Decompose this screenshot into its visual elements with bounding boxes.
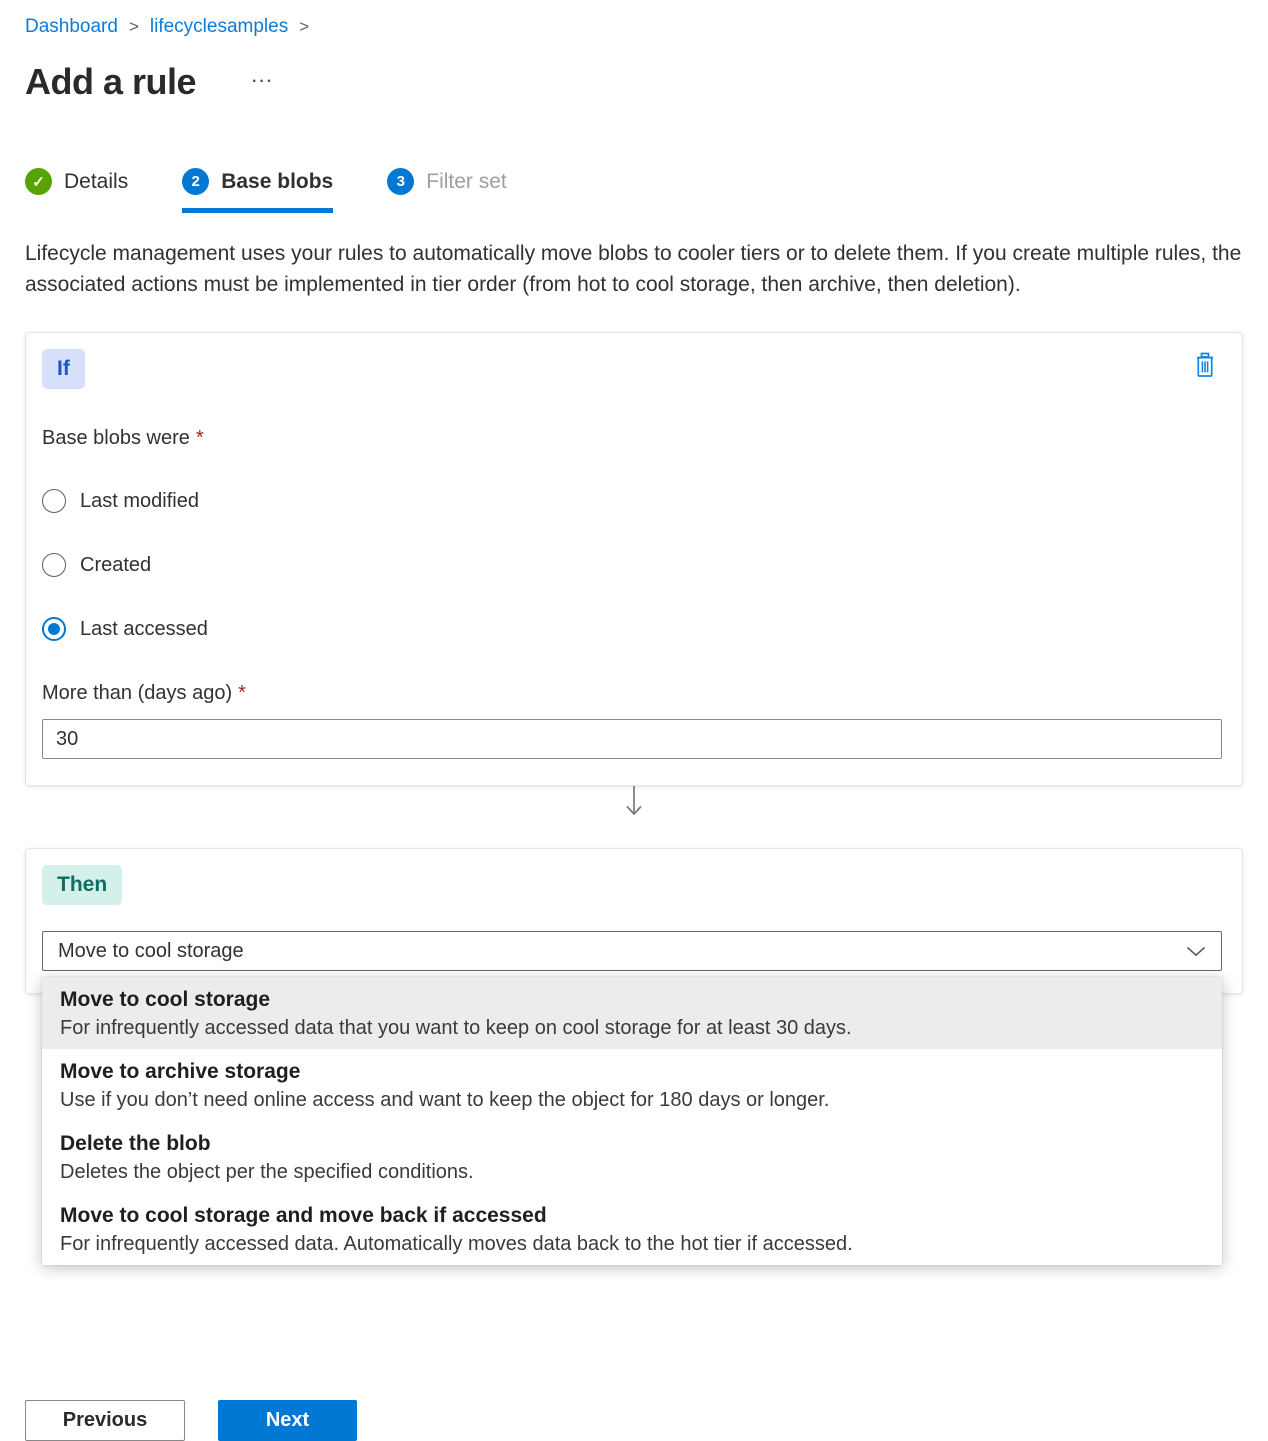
- breadcrumb-link-lifecyclesamples[interactable]: lifecyclesamples: [149, 16, 289, 37]
- dropdown-option-move-to-archive-storage[interactable]: [42, 1049, 1222, 1121]
- check-circle-icon: ✓: [25, 168, 52, 195]
- radio-label: Last modified: [80, 489, 199, 512]
- tab-label: Filter set: [426, 169, 507, 193]
- tab-label: Base blobs: [221, 169, 334, 193]
- tab-filter-set[interactable]: [387, 168, 507, 213]
- tab-base-blobs[interactable]: [182, 168, 333, 213]
- chevron-down-icon: [1186, 946, 1206, 957]
- option-title: Delete the blob: [60, 1132, 211, 1155]
- option-description: For infrequently accessed data that you want to keep on cool storage for at least 30 days.: [60, 1017, 852, 1039]
- previous-button[interactable]: Previous: [25, 1400, 185, 1441]
- base-blobs-were-label: Base blobs were *: [42, 427, 204, 449]
- if-condition-card: [25, 332, 1243, 786]
- option-description: Deletes the object per the specified conditions.: [60, 1161, 474, 1183]
- breadcrumb-separator: >: [299, 17, 310, 36]
- if-badge: If: [42, 349, 85, 389]
- more-options-button[interactable]: ···: [248, 69, 278, 95]
- dropdown-option-move-to-cool-storage[interactable]: [42, 977, 1222, 1049]
- breadcrumb-link-dashboard[interactable]: Dashboard: [25, 16, 118, 37]
- radio-option-last-modified[interactable]: [42, 486, 1222, 516]
- then-action-card: [25, 848, 1243, 1255]
- action-select-value: Move to cool storage: [58, 939, 244, 962]
- flow-connector: [25, 786, 1243, 816]
- tab-details[interactable]: [25, 168, 128, 213]
- radio-selected-icon[interactable]: [42, 617, 66, 641]
- action-select[interactable]: [42, 931, 1222, 971]
- radio-option-last-accessed[interactable]: [42, 614, 1222, 644]
- dropdown-option-delete-the-blob[interactable]: [42, 1121, 1222, 1193]
- title-row: [25, 60, 1243, 104]
- radio-label: Last accessed: [80, 617, 208, 640]
- days-ago-input[interactable]: [42, 719, 1222, 759]
- dropdown-option-move-back-if-accessed[interactable]: [42, 1193, 1222, 1265]
- more-than-days-label: More than (days ago) *: [42, 682, 246, 704]
- delete-rule-button[interactable]: [1190, 349, 1220, 381]
- breadcrumb: [25, 14, 1243, 40]
- required-marker: *: [195, 427, 204, 449]
- intro-text: Lifecycle management uses your rules to automatically move blobs to cooler tiers or to delete them. If you create multiple rules, the associated actions must be implemented in tier order (from hot to cool storage, then archive, then deletion).: [25, 242, 1242, 296]
- radio-label: Created: [80, 553, 152, 576]
- page-title: Add a rule: [25, 61, 197, 102]
- wizard-tabs: [25, 168, 1243, 213]
- then-badge: Then: [42, 865, 122, 905]
- required-marker: *: [238, 682, 246, 704]
- option-description: Use if you don’t need online access and want to keep the object for 180 days or longer.: [60, 1089, 830, 1111]
- tab-label: Details: [64, 169, 129, 193]
- next-button[interactable]: Next: [218, 1400, 357, 1441]
- option-description: For infrequently accessed data. Automatically moves data back to the hot tier if accessed.: [60, 1233, 853, 1255]
- breadcrumb-separator: >: [128, 17, 139, 36]
- step-number-icon: 2: [182, 168, 209, 195]
- option-title: Move to archive storage: [60, 1060, 301, 1083]
- action-dropdown-list: [42, 977, 1222, 1265]
- radio-icon[interactable]: [42, 489, 66, 513]
- step-number-icon: 3: [387, 168, 414, 195]
- radio-option-created[interactable]: [42, 550, 1222, 580]
- option-title: Move to cool storage: [60, 988, 271, 1011]
- radio-icon[interactable]: [42, 553, 66, 577]
- wizard-footer: [25, 1400, 1243, 1441]
- arrow-down-icon: [620, 786, 648, 816]
- option-title: Move to cool storage and move back if accessed: [60, 1204, 547, 1227]
- trash-icon: [1192, 351, 1218, 379]
